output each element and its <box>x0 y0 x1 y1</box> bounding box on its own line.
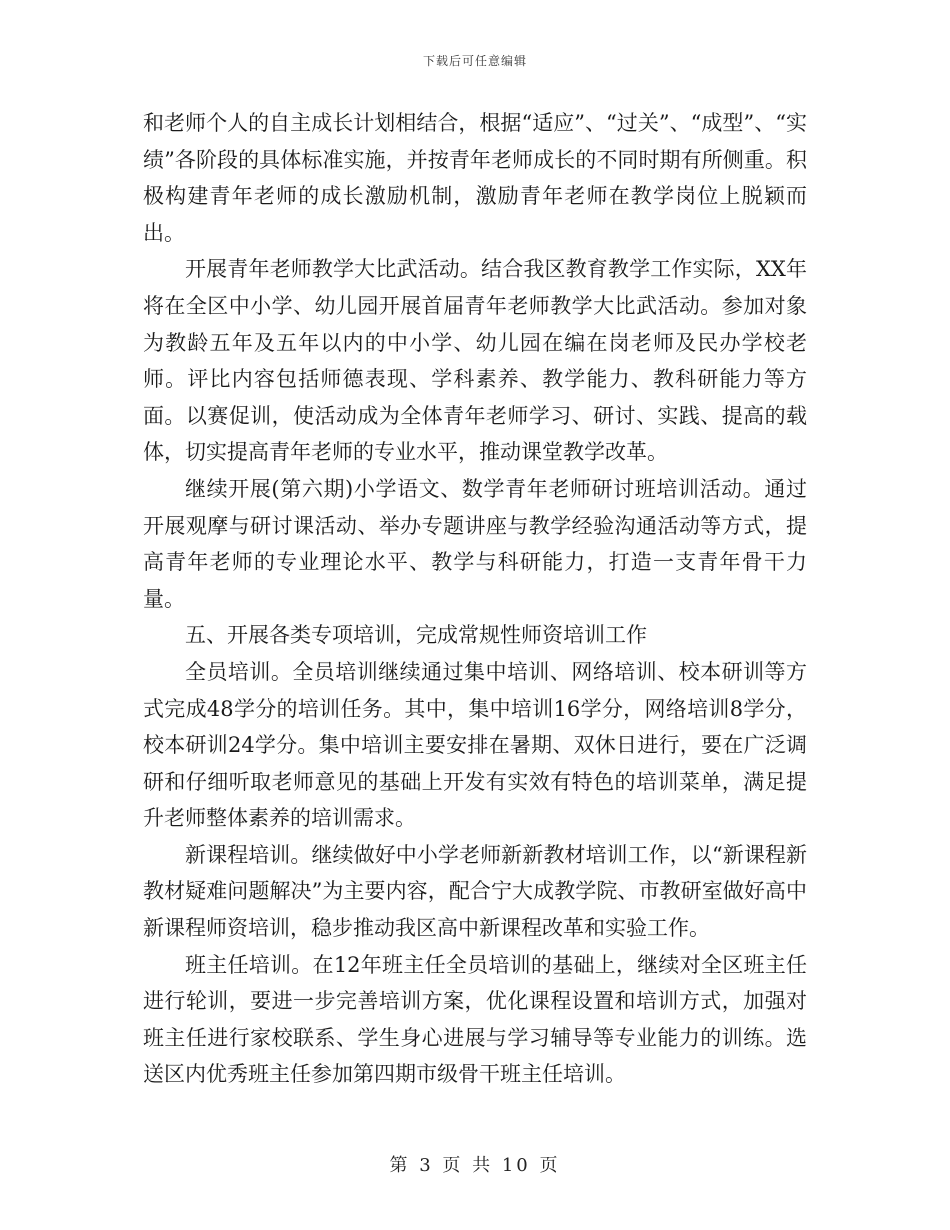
page-header: 下载后可任意编辑 <box>422 54 527 68</box>
paragraph-4: 全员培训。全员培训继续通过集中培训、网络培训、校本研训等方式完成48学分的培训任务。其中，集中培训16学分，网络培训8学分，校本研训24学分。集中培训主要安排在暑期、双休日进行，要在广泛调研和仔细听取老师意见的基础上开发有实效有特色的培训菜单，满足提升老师整体素养的培训需求。 <box>143 659 807 831</box>
document-body <box>143 105 807 1093</box>
section-heading: 五、开展各类专项培训，完成常规性师资培训工作 <box>185 623 647 648</box>
page-number: 第 3 页 共 10 页 <box>389 1155 561 1176</box>
paragraph-2: 开展青年老师教学大比武活动。结合我区教育教学工作实际，XX年将在全区中小学、幼儿园开展首届青年老师教学大比武活动。参加对象为教龄五年及五年以内的中小学、幼儿园在编在岗老师及民办学校老师。评比内容包括师德表现、学科素养、教学能力、教科研能力等方面。以赛促训，使活动成为全体青年老师学习、研讨、实践、提高的载体，切实提高青年老师的专业水平，推动课堂教学改革。 <box>143 257 807 465</box>
paragraph-5: 新课程培训。继续做好中小学老师新新教材培训工作，以“新课程新教材疑难问题解决”为主要内容，配合宁大成教学院、市教研室做好高中新课程师资培训，稳步推动我区高中新课程改革和实验工作。 <box>143 842 807 941</box>
paragraph-1: 和老师个人的自主成长计划相结合，根据“适应”、“过关”、“成型”、“实绩”各阶段的具体标准实施，并按青年老师成长的不同时期有所侧重。积极构建青年老师的成长激励机制，激励青年老师在教学岗位上脱颖而出。 <box>143 111 807 245</box>
paragraph-3: 继续开展(第六期)小学语文、数学青年老师研讨班培训活动。通过开展观摩与研讨课活动、举办专题讲座与教学经验沟通活动等方式，提高青年老师的专业理论水平、教学与科研能力，打造一支青年骨干力量。 <box>143 476 807 611</box>
paragraph-6: 班主任培训。在12年班主任全员培训的基础上，继续对全区班主任进行轮训，要进一步完善培训方案，优化课程设置和培训方式，加强对班主任进行家校联系、学生身心进展与学习辅导等专业能力的训练。选送区内优秀班主任参加第四期市级骨干班主任培训。 <box>143 952 807 1087</box>
